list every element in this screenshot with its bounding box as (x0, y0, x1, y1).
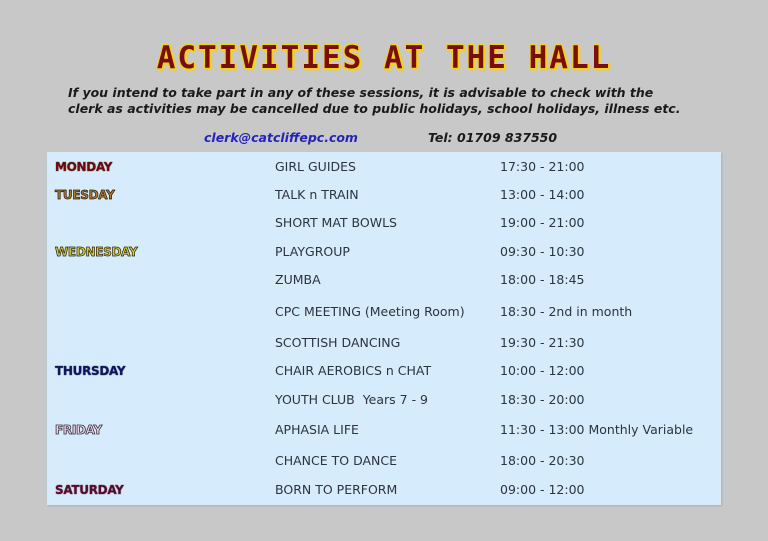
schedule-row-thursday-chair-aerobics (47, 361, 721, 381)
activity-time: 19:00 - 21:00 (500, 215, 585, 230)
activity-name: BORN TO PERFORM (275, 482, 398, 497)
day-label-saturday: SATURDAY (55, 483, 124, 497)
schedule-row-youth-club (47, 390, 721, 410)
schedule-row-tuesday-talk-n-train (47, 185, 721, 205)
schedule-panel (47, 152, 721, 505)
activity-time: 18:00 - 20:30 (500, 453, 585, 468)
activity-name: SCOTTISH DANCING (275, 335, 401, 350)
intro-text (68, 85, 728, 117)
activity-name: APHASIA LIFE (275, 422, 359, 437)
day-label-wednesday: WEDNESDAY (55, 245, 138, 259)
day-label-monday: MONDAY (55, 160, 113, 174)
activity-name: YOUTH CLUB Years 7 - 9 (275, 392, 429, 407)
activity-name: CHAIR AEROBICS n CHAT (275, 363, 432, 378)
activity-name: CHANCE TO DANCE (275, 453, 398, 468)
schedule-row-monday-girl-guides (47, 157, 721, 177)
activity-name: PLAYGROUP (275, 244, 350, 259)
schedule-row-saturday-born-to-perform (47, 480, 721, 500)
activity-time: 09:00 - 12:00 (500, 482, 585, 497)
schedule-row-friday-aphasia-life (47, 420, 721, 440)
day-label-friday: FRIDAY (55, 423, 102, 437)
activity-time: 19:30 - 21:30 (500, 335, 585, 350)
activity-time: 09:30 - 10:30 (500, 244, 585, 259)
activity-name: TALK n TRAIN (275, 187, 359, 202)
schedule-row-wednesday-playgroup (47, 242, 721, 262)
activity-name: GIRL GUIDES (275, 159, 356, 174)
day-label-thursday: THURSDAY (55, 364, 126, 378)
activity-time: 18:30 - 20:00 (500, 392, 585, 407)
schedule-row-scottish-dancing (47, 333, 721, 353)
page-title: ACTIVITIES AT THE HALL (156, 40, 612, 76)
intro-line-1: If you intend to take part in any of these sessions, it is advisable to check with the (68, 85, 654, 100)
activity-time: 10:00 - 12:00 (500, 363, 585, 378)
schedule-row-cpc-meeting (47, 302, 721, 322)
activity-name: CPC MEETING (Meeting Room) (275, 304, 465, 319)
activity-name: SHORT MAT BOWLS (275, 215, 397, 230)
intro-line-2: clerk as activities may be cancelled due to public holidays, school holidays, illness etc. (68, 101, 681, 116)
activity-time: 18:30 - 2nd in month (500, 304, 633, 319)
telephone-number: Tel: 01709 837550 (428, 130, 558, 145)
schedule-row-short-mat-bowls (47, 213, 721, 233)
email-link[interactable]: clerk@catcliffepc.com (204, 130, 358, 145)
schedule-row-zumba (47, 270, 721, 290)
day-label-tuesday: TUESDAY (55, 188, 115, 202)
activity-time: 11:30 - 13:00 Monthly Variable (500, 422, 694, 437)
activity-name: ZUMBA (275, 272, 321, 287)
schedule-row-chance-to-dance (47, 451, 721, 471)
activity-time: 13:00 - 14:00 (500, 187, 585, 202)
activity-time: 18:00 - 18:45 (500, 272, 585, 287)
activity-time: 17:30 - 21:00 (500, 159, 585, 174)
